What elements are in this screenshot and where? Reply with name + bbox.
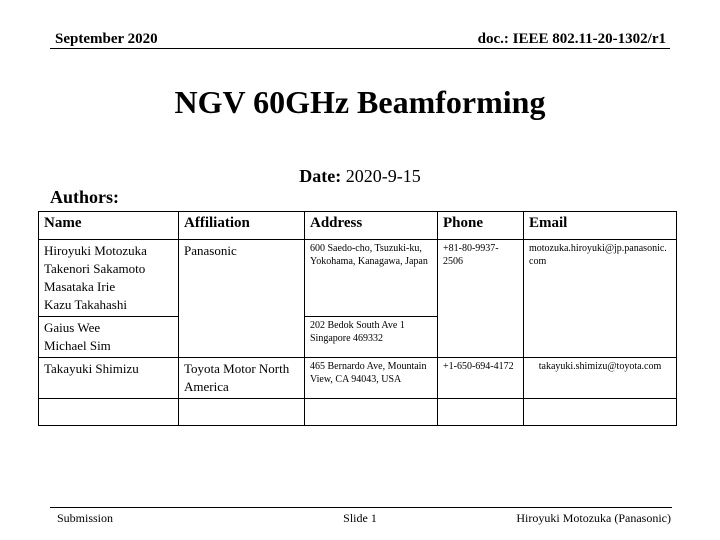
phone-cell: +1-650-694-4172 (438, 358, 524, 399)
name-cell (39, 317, 179, 358)
empty-cell (179, 399, 305, 426)
address-cell: 600 Saedo-cho, Tsuzuki-ku, Yokohama, Kanagawa, Japan (305, 240, 438, 317)
authors-heading: Authors: (50, 187, 120, 207)
column-header-phone: Phone (438, 212, 524, 240)
name-cell (39, 358, 179, 399)
column-header-address: Address (305, 212, 438, 240)
empty-cell (39, 399, 179, 426)
empty-cell (305, 399, 438, 426)
column-header-name: Name (39, 212, 179, 240)
date-line (0, 166, 720, 187)
author-name: Hiroyuki Motozuka (44, 243, 147, 258)
author-name: Michael Sim (44, 338, 111, 353)
column-header-affiliation: Affiliation (179, 212, 305, 240)
email-cell: takayuki.shimizu@toyota.com (524, 358, 677, 399)
author-name: Gaius Wee (44, 320, 101, 335)
date-label: Date: (299, 166, 342, 186)
footer-submission: Submission (57, 511, 114, 525)
authors-table (38, 211, 677, 426)
date-value: 2020-9-15 (345, 166, 421, 186)
slide-title: NGV 60GHz Beamforming (174, 84, 546, 120)
email-cell: motozuka.hiroyuki@jp.panasonic.com (524, 240, 677, 358)
header-date: September 2020 (55, 31, 158, 47)
header-doc-id: doc.: IEEE 802.11-20-1302/r1 (477, 31, 666, 47)
name-cell (39, 240, 179, 317)
address-cell: 465 Bernardo Ave, Mountain View, CA 94043, USA (305, 358, 438, 399)
table-row (39, 399, 677, 426)
affiliation-cell: Panasonic (179, 240, 305, 358)
empty-cell (438, 399, 524, 426)
address-cell: 202 Bedok South Ave 1 Singapore 469332 (305, 317, 438, 358)
footer-rule (50, 507, 672, 508)
author-name: Masataka Irie (44, 279, 116, 294)
header-rule (50, 48, 670, 49)
table-row (39, 358, 677, 399)
footer-slide-number: Slide 1 (343, 511, 377, 525)
author-name: Takenori Sakamoto (44, 261, 146, 276)
footer-author: Hiroyuki Motozuka (Panasonic) (516, 511, 671, 525)
author-name: Takayuki Shimizu (44, 361, 139, 376)
author-name: Kazu Takahashi (44, 297, 127, 312)
affiliation-cell: Toyota Motor North America (179, 358, 305, 399)
phone-cell: +81-80-9937-2506 (438, 240, 524, 358)
table-header-row (39, 212, 677, 240)
column-header-email: Email (524, 212, 677, 240)
empty-cell (524, 399, 677, 426)
table-row (39, 240, 677, 317)
